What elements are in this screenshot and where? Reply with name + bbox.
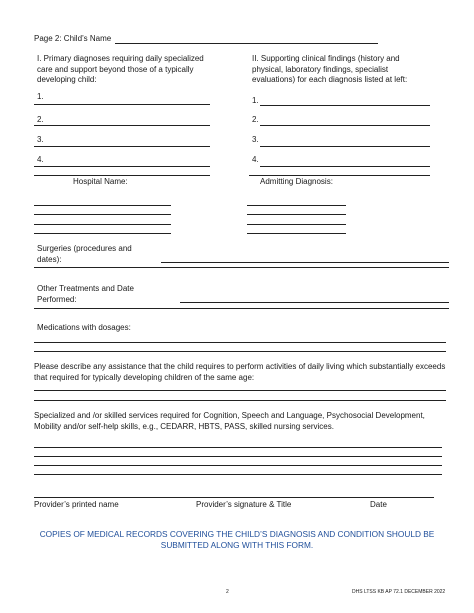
finding-field-1[interactable] bbox=[260, 105, 430, 106]
admitting-field-2[interactable] bbox=[247, 214, 346, 215]
surgeries-field-2[interactable] bbox=[34, 267, 449, 268]
child-name-field[interactable] bbox=[115, 43, 378, 44]
diagnosis-number-2: 2. bbox=[37, 115, 44, 124]
services-field-4[interactable] bbox=[34, 474, 442, 475]
surgeries-label: Surgeries (procedures and dates): bbox=[37, 244, 132, 264]
hospital-name-label: Hospital Name: bbox=[73, 177, 128, 186]
form-id: DHS LTSS KB AP 72.1 DECEMBER 2022 bbox=[352, 589, 446, 595]
medications-field-1[interactable] bbox=[34, 342, 446, 343]
printed-name-label: Provider’s printed name bbox=[34, 500, 119, 509]
treatments-field-1[interactable] bbox=[180, 302, 449, 303]
medications-label: Medications with dosages: bbox=[37, 323, 131, 332]
hospital-field-1[interactable] bbox=[34, 205, 171, 206]
signature-title-label: Provider’s signature & Title bbox=[196, 500, 292, 509]
services-field-2[interactable] bbox=[34, 456, 442, 457]
medical-records-notice: COPIES OF MEDICAL RECORDS COVERING THE CHILD’S DIAGNOSIS AND CONDITION SHOULD BE SUBMITTED ALONG WITH THIS FORM. bbox=[39, 529, 435, 550]
finding-field-3[interactable] bbox=[260, 146, 430, 147]
diagnosis-field-extra[interactable] bbox=[34, 175, 210, 176]
hospital-field-4[interactable] bbox=[34, 233, 171, 234]
assistance-field-2[interactable] bbox=[34, 400, 446, 401]
admitting-field-1[interactable] bbox=[247, 205, 346, 206]
diagnosis-field-2[interactable] bbox=[34, 125, 210, 126]
finding-number-1: 1. bbox=[252, 96, 259, 105]
diagnosis-number-4: 4. bbox=[37, 155, 44, 164]
finding-number-2: 2. bbox=[252, 115, 259, 124]
services-field-1[interactable] bbox=[34, 447, 442, 448]
page-number: 2 bbox=[226, 589, 229, 595]
finding-number-4: 4. bbox=[252, 155, 259, 164]
admitting-diagnosis-label: Admitting Diagnosis: bbox=[260, 177, 333, 186]
medications-field-2[interactable] bbox=[34, 351, 446, 352]
diagnosis-number-3: 3. bbox=[37, 135, 44, 144]
primary-diagnoses-heading: I. Primary diagnoses requiring daily specialized care and support beyond those of a typically developing child: bbox=[37, 54, 204, 84]
signature-line[interactable] bbox=[34, 497, 434, 498]
admitting-field-3[interactable] bbox=[247, 224, 346, 225]
diagnosis-field-3[interactable] bbox=[34, 146, 210, 147]
diagnosis-number-1: 1. bbox=[37, 92, 44, 101]
surgeries-field-1[interactable] bbox=[161, 262, 449, 263]
assistance-label: Please describe any assistance that the child requires to perform activities of daily living which substantially exceeds that required for typically developing children of the same age: bbox=[34, 362, 446, 382]
clinical-findings-heading: II. Supporting clinical findings (history and physical, laboratory findings, specialist evaluations) for each diagnosis listed at left: bbox=[252, 54, 408, 84]
finding-field-2[interactable] bbox=[260, 125, 430, 126]
hospital-field-2[interactable] bbox=[34, 214, 171, 215]
finding-number-3: 3. bbox=[252, 135, 259, 144]
services-label: Specialized and /or skilled services required for Cognition, Speech and Language, Psychosocial Development, Mobility and/or self-help skills, e.g., CEDARR, HBTS, PASS, skilled nursing services. bbox=[34, 411, 425, 431]
treatments-field-2[interactable] bbox=[34, 308, 449, 309]
admitting-field-4[interactable] bbox=[247, 233, 346, 234]
hospital-field-3[interactable] bbox=[34, 224, 171, 225]
diagnosis-field-1[interactable] bbox=[34, 104, 210, 105]
services-field-3[interactable] bbox=[34, 465, 442, 466]
date-label: Date bbox=[370, 500, 387, 509]
finding-field-4[interactable] bbox=[260, 166, 430, 167]
child-name-label: Page 2: Child’s Name bbox=[34, 34, 112, 43]
diagnosis-field-4[interactable] bbox=[34, 166, 210, 167]
finding-field-extra[interactable] bbox=[249, 175, 430, 176]
other-treatments-label: Other Treatments and Date Performed: bbox=[37, 284, 134, 304]
assistance-field-1[interactable] bbox=[34, 390, 446, 391]
